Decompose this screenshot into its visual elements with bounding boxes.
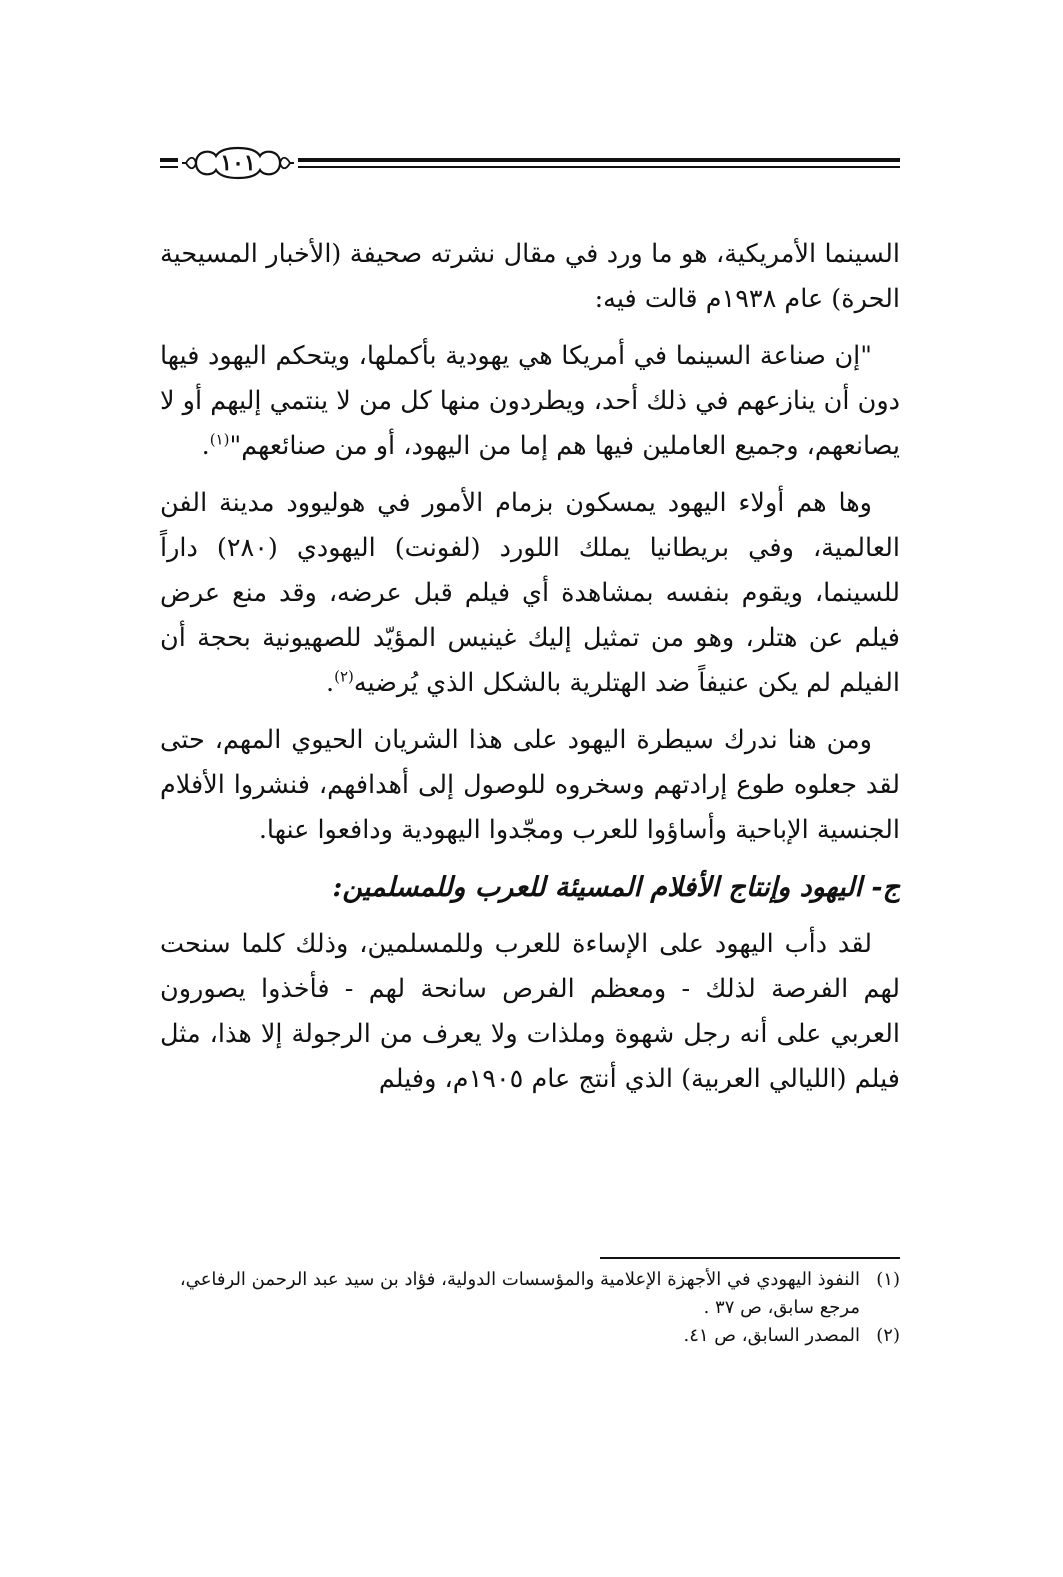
header-rule-right-thin	[298, 166, 900, 168]
header-rule-right	[298, 158, 900, 162]
footnote-ref-1[interactable]: (١)	[209, 430, 230, 449]
paragraph-3-text: وها هم أولاء اليهود يمسكون بزمام الأمور في هوليوود مدينة الفن العالمية، وفي بريطانيا يملك اللورد (لفونت) اليهودي (٢٨٠) داراً للسينما، ويقوم بنفسه بمشاهدة أي فيلم قبل عرضه، وقد منع عرض فيلم عن هتلر، وهو من تمثيل إليك غينيس المؤيّد للصهيونية بحجة أن الفيلم لم يكن عنيفاً ضد الهتلرية بالشكل الذي يُرضيه	[160, 488, 900, 698]
paragraph-3-end: .	[326, 668, 335, 698]
paragraph-2-quote	[160, 334, 900, 469]
footnote-2	[160, 1322, 900, 1350]
footnote-ref-2[interactable]: (٢)	[334, 667, 354, 686]
section-heading: ج- اليهود وإنتاج الأفلام المسيئة للعرب وللمسلمين:	[332, 872, 900, 903]
quote-end: .	[201, 431, 210, 461]
footnote-text: المصدر السابق، ص ٤١.	[683, 1325, 860, 1346]
header-rule-left	[160, 158, 178, 162]
main-text	[160, 232, 900, 1114]
footnote-mark: (٢)	[876, 1325, 900, 1346]
paragraph-4: ومن هنا ندرك سيطرة اليهود على هذا الشريان الحيوي المهم، حتى لقد جعلوه طوع إرادتهم وسخروه للوصول إلى أهدافهم، فنشروا الأفلام الجنسية الإباحية وأساؤوا للعرب ومجّدوا اليهودية ودافعوا عنها.	[160, 725, 900, 845]
paragraph-5: لقد دأب اليهود على الإساءة للعرب وللمسلمين، وذلك كلما سنحت لهم الفرصة لذلك - ومعظم الفرص سانحة لهم - فأخذوا يصورون العربي على أنه رجل شهوة وملذات ولا يعرف من الرجولة إلا هذا، مثل فيلم (الليالي العربية) الذي أنتج عام ١٩٠٥م، وفيلم	[160, 929, 900, 1094]
quote-text: "إن صناعة السينما في أمريكا هي يهودية بأكملها، ويتحكم اليهود فيها دون أن ينازعهم في ذلك أحد، ويطردون منها كل من لا ينتمي إليهم أو لا يصانعهم، وجميع العاملين فيها هم إما من اليهود، أو من صنائعهم"	[160, 341, 900, 461]
footnote-1	[160, 1266, 900, 1322]
page-number-ornament	[182, 146, 294, 180]
footnote-text: النفوذ اليهودي في الأجهزة الإعلامية والمؤسسات الدولية، فؤاد بن سيد عبد الرحمن الرفاعي، مرجع سابق، ص ٣٧ .	[179, 1269, 860, 1318]
paragraph-3	[160, 481, 900, 706]
header-rule-left-thin	[160, 166, 178, 168]
paragraph-1: السينما الأمريكية، هو ما ورد في مقال نشرته صحيفة (الأخبار المسيحية الحرة) عام ١٩٣٨م قالت فيه:	[160, 239, 900, 314]
footnote-mark: (١)	[876, 1269, 900, 1290]
footnote-divider	[600, 1257, 900, 1259]
page-header	[160, 146, 900, 180]
page-number: ١٠١	[220, 150, 256, 176]
footnotes	[160, 1266, 900, 1350]
